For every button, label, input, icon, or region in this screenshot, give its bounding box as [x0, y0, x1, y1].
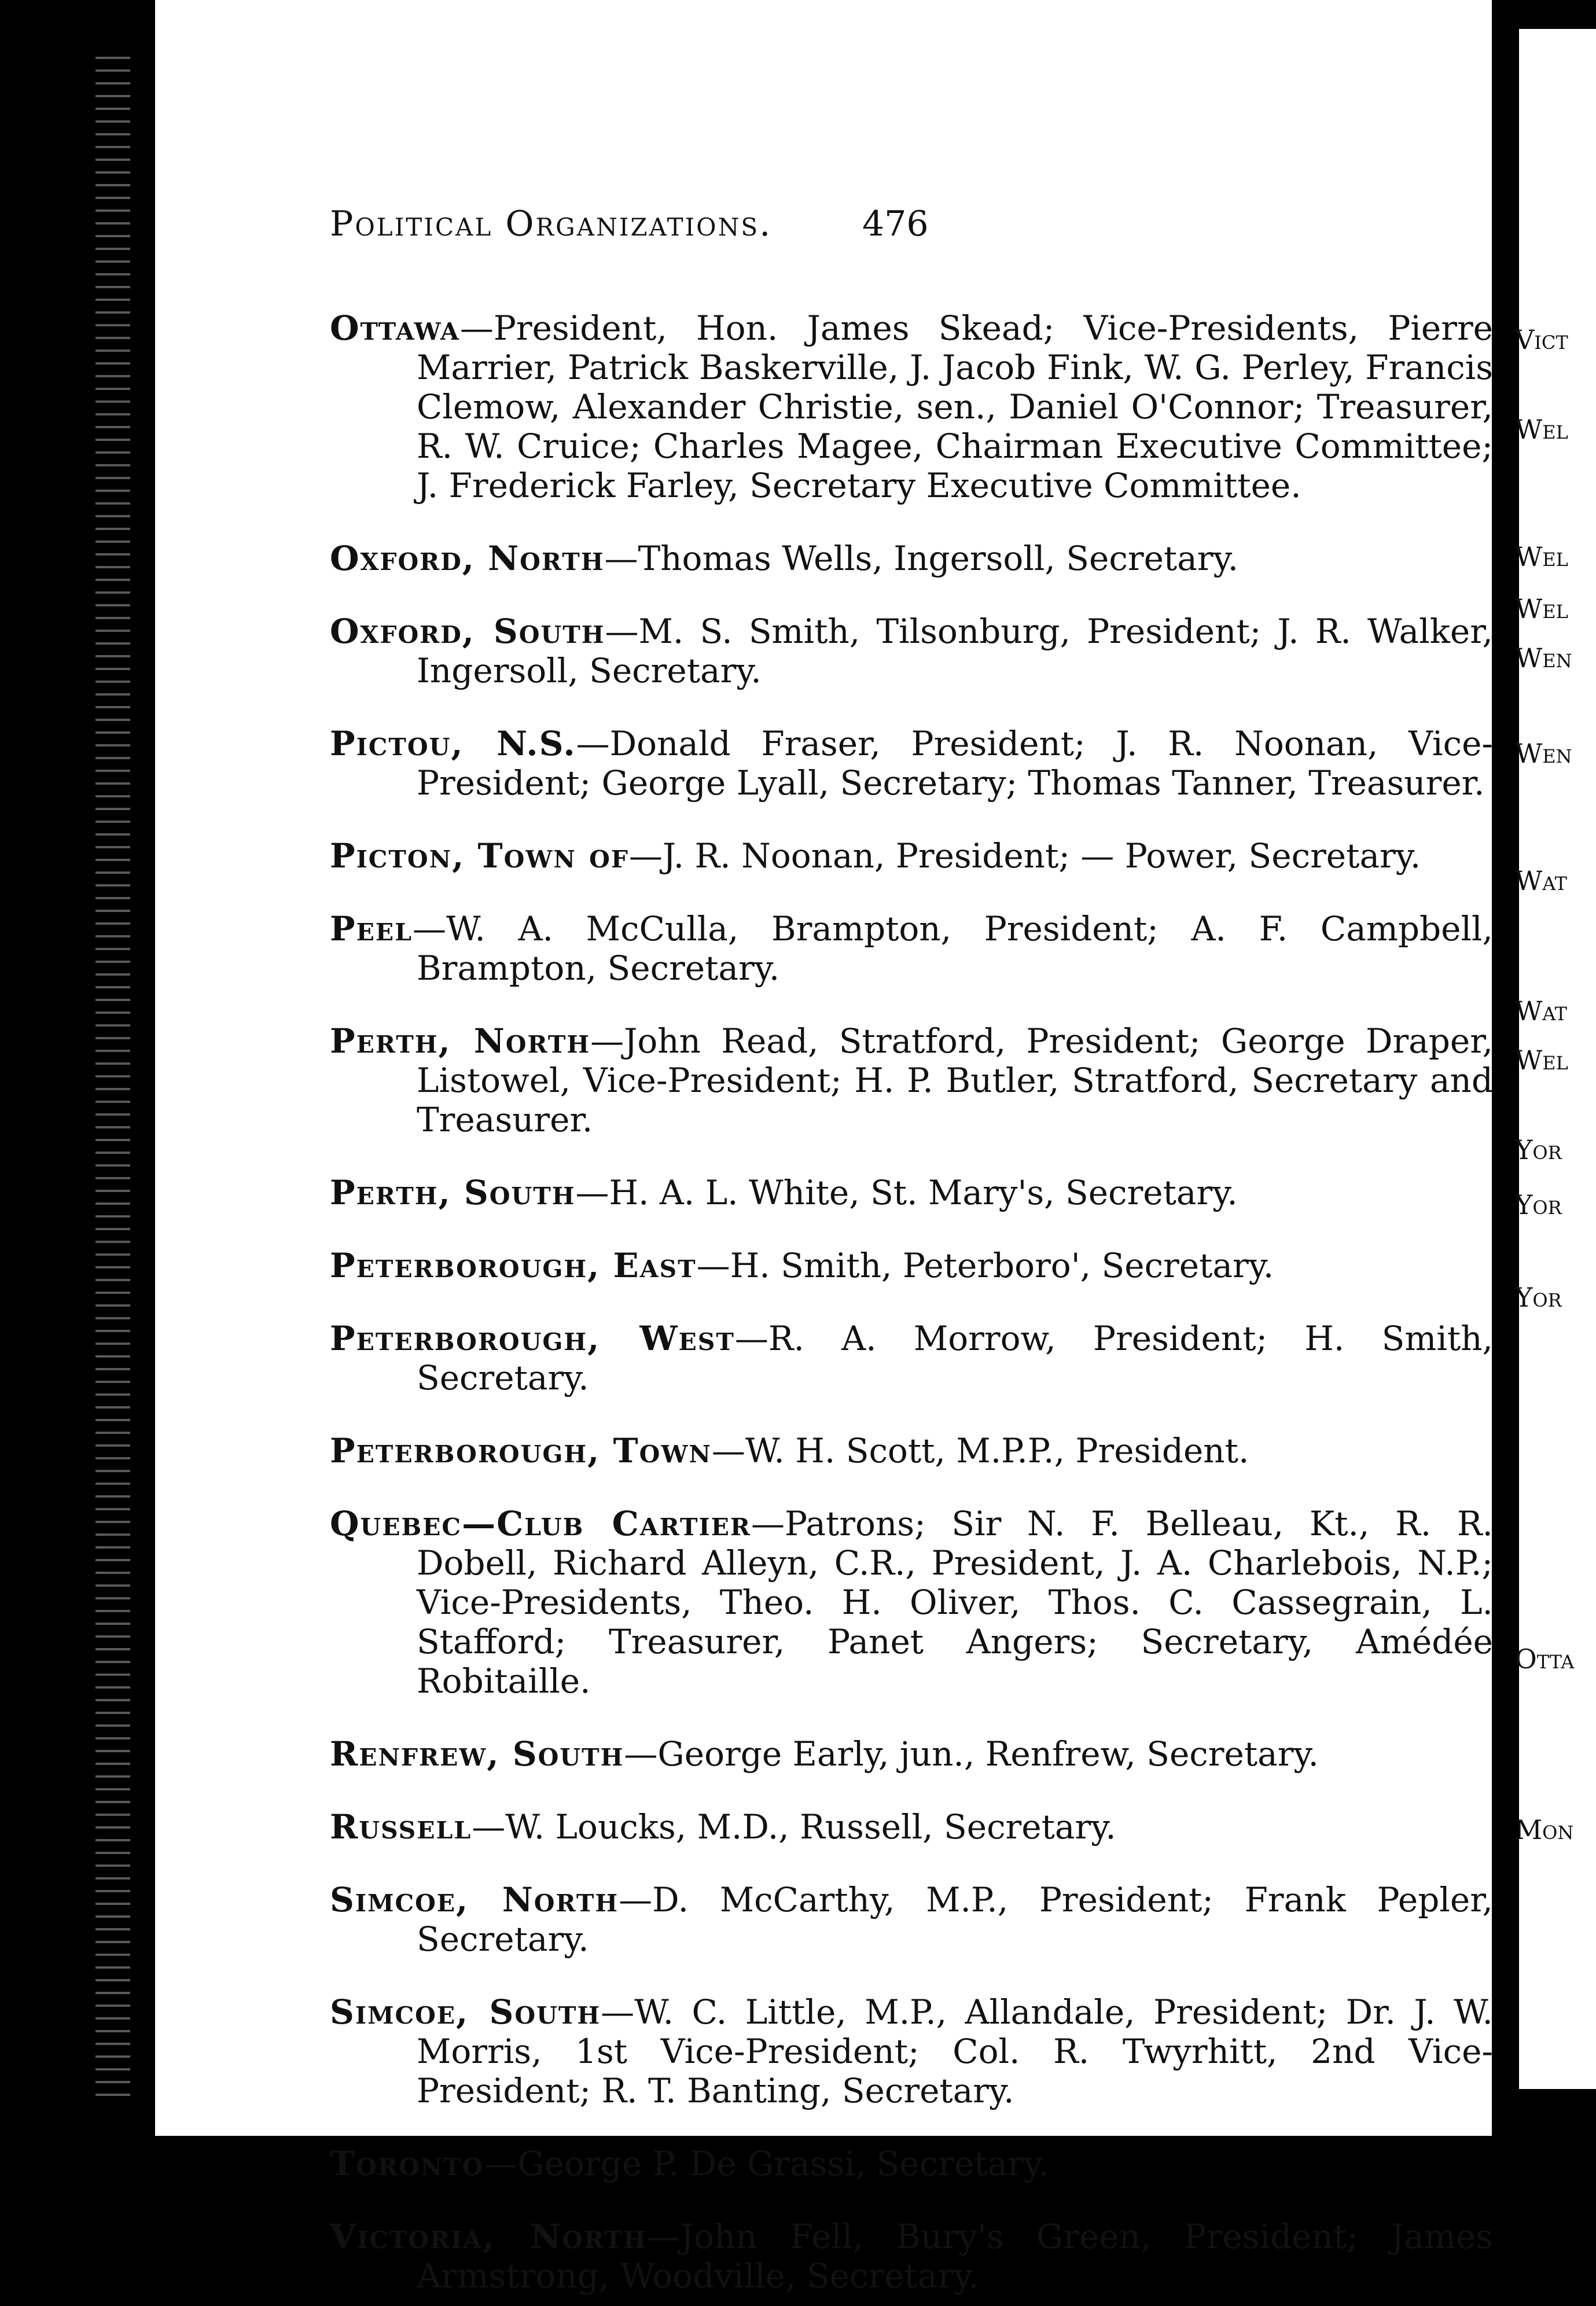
- entry-place: Toronto: [330, 2144, 484, 2183]
- entry-place: Peterborough, West: [330, 1319, 735, 1358]
- list-item: [330, 1880, 1493, 1959]
- margin-word: Wat: [1515, 995, 1567, 1027]
- margin-word: Wel: [1515, 541, 1568, 572]
- entry-list: [330, 275, 1493, 2306]
- entry-place: Perth, North: [330, 1021, 591, 1061]
- entry-place: Peterborough, Town: [330, 1431, 712, 1470]
- list-item: [330, 1173, 1493, 1212]
- entry-text: —Patrons; Sir N. F. Belleau, Kt., R. R. Dobell, Richard Alleyn, C.R., President, J. A. Charlebois, N.P.; Vice-Presidents, Theo. H. Oliver, Thos. C. Cassegrain, L. Stafford; Treasurer, Panet Angers; Secretary, Amédée Robitaille.: [417, 1504, 1493, 1701]
- entry-place: Peterborough, East: [330, 1246, 697, 1285]
- page-number: 476: [862, 204, 929, 244]
- entry-text: —D. McCarthy, M.P., President; Frank Pepler, Secretary.: [417, 1880, 1493, 1959]
- entry-place: Renfrew, South: [330, 1734, 624, 1774]
- list-item: [330, 1807, 1493, 1847]
- list-item: [330, 2144, 1493, 2183]
- entry-text: —J. R. Noonan, President; — Power, Secretary.: [628, 836, 1421, 876]
- entry-text: —President, Hon. James Skead; Vice-Presidents, Pierre Marrier, Patrick Baskerville, J. Jacob Fink, W. G. Perley, Francis Clemow, Alexander Christie, sen., Daniel O'Connor; Treasurer, R. W. Cruice; Charles Magee, Chairman Executive Committee; J. Frederick Farley, Secretary Executive Committee.: [417, 308, 1493, 505]
- entry-place: Quebec—Club Cartier: [330, 1504, 751, 1543]
- entry-text: —M. S. Smith, Tilsonburg, President; J. R. Walker, Ingersoll, Secretary.: [417, 612, 1493, 690]
- entry-place: Simcoe, North: [330, 1880, 619, 1919]
- list-item: [330, 1246, 1493, 1285]
- header-title: Political Organizations.: [330, 204, 773, 244]
- margin-word: Otta: [1515, 1643, 1575, 1675]
- margin-word: Yor: [1515, 1134, 1562, 1165]
- margin-word: Wen: [1515, 642, 1572, 674]
- entry-place: Oxford, North: [330, 539, 605, 578]
- entry-text: —Thomas Wells, Ingersoll, Secretary.: [604, 539, 1239, 578]
- list-item: [330, 1734, 1493, 1774]
- entry-text: —George P. De Grassi, Secretary.: [484, 2144, 1049, 2183]
- entry-place: Oxford, South: [330, 612, 605, 651]
- list-item: [330, 909, 1493, 988]
- entry-place: Ottawa: [330, 308, 460, 348]
- margin-word: Vict: [1515, 324, 1568, 355]
- running-header: [330, 204, 929, 244]
- entry-text: —R. A. Morrow, President; H. Smith, Secretary.: [417, 1319, 1493, 1397]
- entry-text: —George Early, jun., Renfrew, Secretary.: [624, 1734, 1319, 1774]
- margin-word: Wen: [1515, 738, 1572, 769]
- entry-text: —W. H. Scott, M.P.P., President.: [711, 1431, 1249, 1470]
- entry-text: —W. C. Little, M.P., Allandale, President; Dr. J. W. Morris, 1st Vice-President; Col. R. Twyrhitt, 2nd Vice-President; R. T. Banting, Secretary.: [417, 1992, 1493, 2110]
- list-item: [330, 2217, 1493, 2296]
- entry-text: —W. A. McCulla, Brampton, President; A. F. Campbell, Brampton, Secretary.: [412, 909, 1493, 988]
- margin-word: Wel: [1515, 1044, 1568, 1076]
- entry-text: —Donald Fraser, President; J. R. Noonan, Vice-President; George Lyall, Secretary; Thomas Tanner, Treasurer.: [417, 724, 1493, 803]
- list-item: [330, 1992, 1493, 2110]
- list-item: [330, 724, 1493, 803]
- entry-place: Victoria, North: [330, 2217, 647, 2256]
- margin-word: Wel: [1515, 414, 1568, 445]
- entry-place: Russell: [330, 1807, 472, 1847]
- margin-word: Wat: [1515, 865, 1567, 896]
- list-item: [330, 1431, 1493, 1470]
- page-edge-shadow: [95, 46, 130, 2106]
- entry-place: Simcoe, South: [330, 1992, 601, 2032]
- entry-place: Perth, South: [330, 1173, 576, 1212]
- margin-word: Mon: [1515, 1814, 1574, 1845]
- margin-word: Yor: [1515, 1282, 1562, 1313]
- list-item: [330, 539, 1493, 578]
- entry-place: Picton, Town of: [330, 836, 629, 876]
- entry-place: Pictou, N.S.: [330, 724, 576, 763]
- entry-text: —W. Loucks, M.D., Russell, Secretary.: [472, 1807, 1116, 1847]
- list-item: [330, 836, 1493, 876]
- entry-text: —H. Smith, Peterboro', Secretary.: [696, 1246, 1274, 1285]
- entry-place: Peel: [330, 909, 413, 948]
- margin-word: Wel: [1515, 593, 1568, 624]
- margin-word: Yor: [1515, 1189, 1562, 1220]
- entry-text: —John Fell, Bury's Green, President; James Armstrong, Woodville, Secretary.: [417, 2217, 1493, 2296]
- list-item: [330, 1021, 1493, 1139]
- list-item: [330, 1504, 1493, 1701]
- entry-text: —H. A. L. White, St. Mary's, Secretary.: [575, 1173, 1238, 1212]
- list-item: [330, 612, 1493, 690]
- list-item: [330, 308, 1493, 505]
- entry-text: —John Read, Stratford, President; George Draper, Listowel, Vice-President; H. P. Butler, Stratford, Secretary and Treasurer.: [417, 1021, 1493, 1139]
- list-item: [330, 1319, 1493, 1397]
